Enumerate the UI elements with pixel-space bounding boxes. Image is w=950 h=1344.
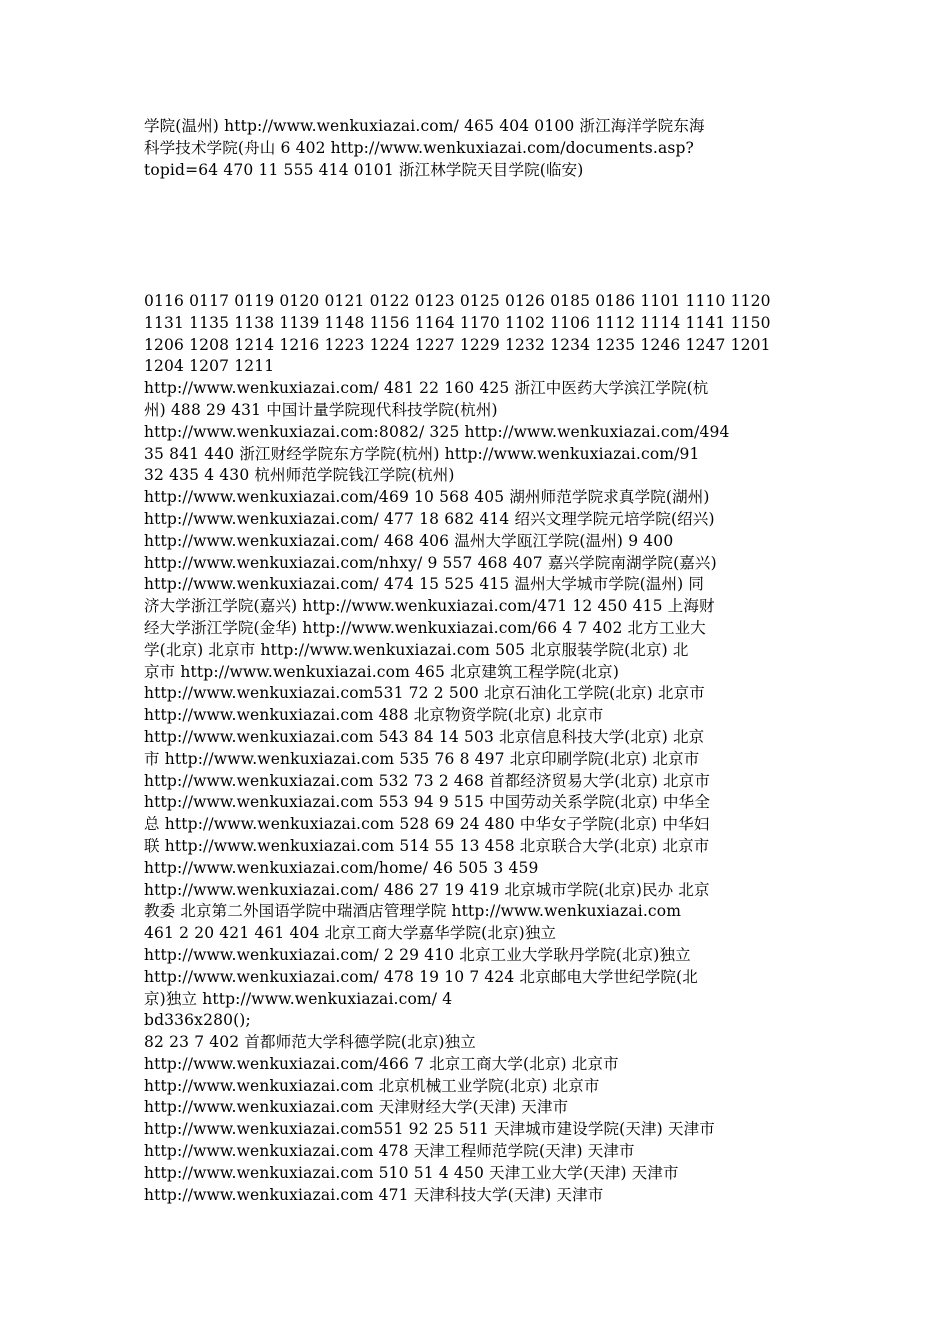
text-line: http://www.wenkuxiazai.com 532 73 2 468 首都经济贸易大学(北京) 北京市 [144, 771, 710, 790]
text-line: 学(北京) 北京市 http://www.wenkuxiazai.com 505 北京服装学院(北京) 北 [144, 640, 689, 659]
text-line: http://www.wenkuxiazai.com 488 北京物资学院(北京) 北京市 [144, 706, 604, 725]
text-line: http://www.wenkuxiazai.com 543 84 14 503 北京信息科技大学(北京) 北京 [144, 727, 705, 746]
text-line: 32 435 4 430 杭州师范学院钱江学院(杭州) [144, 466, 455, 485]
text-line: 京市 http://www.wenkuxiazai.com 465 北京建筑工程学院(北京) [144, 662, 620, 681]
text-line: 州) 488 29 431 中国计量学院现代科技学院(杭州) [144, 400, 498, 419]
text-line: http://www.wenkuxiazai.com 471 天津科技大学(天津) 天津市 [144, 1185, 604, 1204]
text-line: 市 http://www.wenkuxiazai.com 535 76 8 497 北京印刷学院(北京) 北京市 [144, 749, 700, 768]
text-line: bd336x280(); [144, 1011, 251, 1030]
text-line: 教委 北京第二外国语学院中瑞酒店管理学院 http://www.wenkuxiazai.com [144, 902, 682, 921]
text-line: 联 http://www.wenkuxiazai.com 514 55 13 458 北京联合大学(北京) 北京市 [144, 836, 710, 855]
text-line: http://www.wenkuxiazai.com/ 481 22 160 425 浙江中医药大学滨江学院(杭 [144, 379, 709, 398]
text-line: 461 2 20 421 461 404 北京工商大学嘉华学院(北京)独立 [144, 924, 557, 943]
text-line: http://www.wenkuxiazai.com:8082/ 325 http://www.wenkuxiazai.com/494 [144, 422, 730, 441]
text-line: 0116 0117 0119 0120 0121 0122 0123 0125 0126 0185 0186 1101 1110 1120 [144, 292, 771, 310]
text-line: http://www.wenkuxiazai.com/ 486 27 19 419 北京城市学院(北京)民办 北京 [144, 880, 710, 899]
main-text-block [144, 291, 814, 1206]
text-line: http://www.wenkuxiazai.com/ 478 19 10 7 424 北京邮电大学世纪学院(北 [144, 967, 698, 986]
text-line: 济大学浙江学院(嘉兴) http://www.wenkuxiazai.com/471 12 450 415 上海财 [144, 597, 715, 616]
text-line: http://www.wenkuxiazai.com/ 2 29 410 北京工业大学耿丹学院(北京)独立 [144, 945, 691, 964]
text-line: 1131 1135 1138 1139 1148 1156 1164 1170 1102 1106 1112 1114 1141 1150 [144, 313, 771, 332]
text-line: 1204 1207 1211 [144, 357, 275, 376]
text-line: 总 http://www.wenkuxiazai.com 528 69 24 480 中华女子学院(北京) 中华妇 [144, 815, 710, 834]
text-line: 京)独立 http://www.wenkuxiazai.com/ 4 [144, 989, 453, 1008]
text-line: http://www.wenkuxiazai.com551 92 25 511 天津城市建设学院(天津) 天津市 [144, 1120, 715, 1139]
text-line: 经大学浙江学院(金华) http://www.wenkuxiazai.com/66 4 7 402 北方工业大 [144, 618, 706, 637]
text-line: 1206 1208 1214 1216 1223 1224 1227 1229 1232 1234 1235 1246 1247 1201 [144, 335, 771, 354]
text-line: http://www.wenkuxiazai.com 天津财经大学(天津) 天津市 [144, 1098, 569, 1117]
text-line: http://www.wenkuxiazai.com/home/ 46 505 3 459 [144, 858, 539, 877]
text-line: http://www.wenkuxiazai.com531 72 2 500 北京石油化工学院(北京) 北京市 [144, 684, 705, 703]
text-line: http://www.wenkuxiazai.com 553 94 9 515 中国劳动关系学院(北京) 中华全 [144, 793, 710, 812]
text-line: http://www.wenkuxiazai.com/ 477 18 682 414 绍兴文理学院元培学院(绍兴) [144, 509, 715, 528]
text-line: 35 841 440 浙江财经学院东方学院(杭州) http://www.wenkuxiazai.com/91 [144, 444, 700, 463]
text-line: 学院(温州) http://www.wenkuxiazai.com/ 465 404 0100 浙江海洋学院东海 [144, 117, 705, 135]
text-line: http://www.wenkuxiazai.com/466 7 北京工商大学(北京) 北京市 [144, 1054, 619, 1073]
text-line: http://www.wenkuxiazai.com/ 468 406 温州大学瓯江学院(温州) 9 400 [144, 531, 674, 550]
text-line: http://www.wenkuxiazai.com/469 10 568 405 湖州师范学院求真学院(湖州) [144, 488, 710, 507]
text-line: 科学技术学院(舟山 6 402 http://www.wenkuxiazai.com/documents.asp? [144, 138, 695, 157]
text-line: http://www.wenkuxiazai.com 北京机械工业学院(北京) 北京市 [144, 1076, 600, 1095]
text-line: http://www.wenkuxiazai.com/nhxy/ 9 557 468 407 嘉兴学院南湖学院(嘉兴) [144, 553, 717, 572]
top-text-block [144, 116, 814, 181]
text-line: topid=64 470 11 555 414 0101 浙江林学院天目学院(临安) [144, 160, 584, 179]
text-line: 82 23 7 402 首都师范大学科德学院(北京)独立 [144, 1033, 476, 1052]
text-line: http://www.wenkuxiazai.com 478 天津工程师范学院(天津) 天津市 [144, 1142, 635, 1161]
text-line: http://www.wenkuxiazai.com/ 474 15 525 415 温州大学城市学院(温州) 同 [144, 575, 705, 594]
text-line: http://www.wenkuxiazai.com 510 51 4 450 天津工业大学(天津) 天津市 [144, 1163, 679, 1182]
